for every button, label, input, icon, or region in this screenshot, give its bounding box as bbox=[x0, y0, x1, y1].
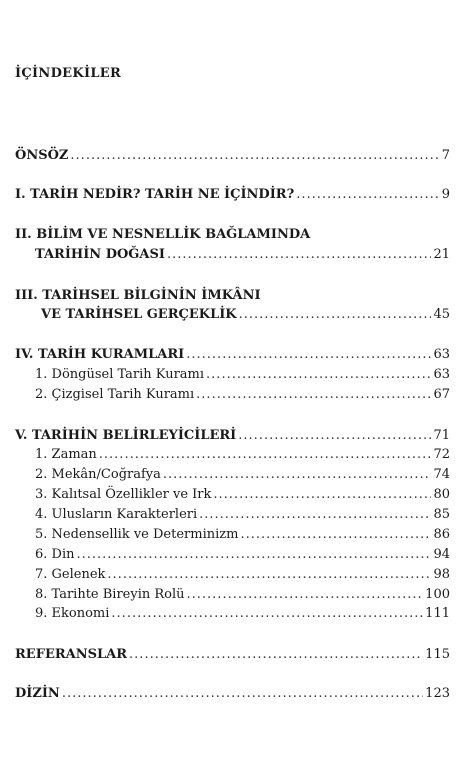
toc-page-number: 86 bbox=[433, 527, 450, 542]
toc-subentry[interactable] bbox=[35, 506, 450, 524]
toc-subentry[interactable] bbox=[35, 586, 450, 604]
toc-page-number: 94 bbox=[433, 547, 450, 562]
toc-page-number: 63 bbox=[433, 347, 450, 362]
toc-entry-label: DİZİN bbox=[15, 686, 60, 701]
toc-page-number: 72 bbox=[433, 447, 450, 462]
toc-entry-onsoz[interactable] bbox=[15, 147, 450, 165]
toc-entry-label: ÖNSÖZ bbox=[15, 148, 69, 163]
page-title: İÇİNDEKİLER bbox=[15, 66, 122, 81]
toc-entry-label: I. TARİH NEDİR? TARİH NE İÇİNDİR? bbox=[15, 187, 295, 202]
dot-leader bbox=[196, 386, 431, 404]
toc-page-number: 67 bbox=[433, 387, 450, 402]
toc-page-number: 111 bbox=[425, 606, 450, 621]
dot-leader bbox=[238, 427, 431, 445]
toc-subentry[interactable] bbox=[35, 546, 450, 564]
toc-entry-label: IV. TARİH KURAMLARI bbox=[15, 347, 185, 362]
toc-entry-label: 1. Döngüsel Tarih Kuramı bbox=[35, 367, 205, 382]
toc-subentry[interactable] bbox=[35, 446, 450, 464]
toc-entry-label: V. TARİHİN BELİRLEYİCİLERİ bbox=[15, 428, 237, 443]
toc-entry-label: 4. Ulusların Karakterleri bbox=[35, 507, 198, 522]
toc-entry-label: III. TARİHSEL BİLGİNİN İMKÂNI bbox=[15, 288, 261, 303]
toc-page-number: 45 bbox=[433, 307, 450, 322]
dot-leader bbox=[111, 605, 423, 623]
toc-entry-label: TARİHİN DOĞASI bbox=[35, 247, 165, 262]
dot-leader bbox=[213, 486, 431, 504]
toc-entry-chapter-1[interactable] bbox=[15, 186, 450, 204]
dot-leader bbox=[163, 466, 432, 484]
dot-leader bbox=[77, 546, 432, 564]
toc-subentry[interactable] bbox=[35, 526, 450, 544]
toc-page-number: 123 bbox=[425, 686, 450, 701]
dot-leader bbox=[187, 586, 424, 604]
toc-entry-label: 8. Tarihte Bireyin Rolü bbox=[35, 587, 185, 602]
toc-entry-label: II. BİLİM VE NESNELLİK BAĞLAMINDA bbox=[15, 227, 311, 242]
dot-leader bbox=[199, 506, 431, 524]
dot-leader bbox=[206, 366, 431, 384]
toc-page-number: 80 bbox=[433, 487, 450, 502]
toc-page-number: 9 bbox=[441, 187, 450, 202]
toc-entry-chapter-2-line2[interactable] bbox=[35, 246, 450, 264]
dot-leader bbox=[62, 685, 423, 703]
toc-subentry[interactable] bbox=[35, 566, 450, 584]
toc-entry-label: REFERANSLAR bbox=[15, 647, 128, 662]
toc-page-number: 115 bbox=[425, 647, 450, 662]
toc-subentry[interactable] bbox=[35, 366, 450, 384]
toc-entry-chapter-4[interactable] bbox=[15, 346, 450, 364]
toc-entry-chapter-5[interactable] bbox=[15, 427, 450, 445]
toc-entry-label: 7. Gelenek bbox=[35, 567, 106, 582]
toc-entry-label: 9. Ekonomi bbox=[35, 606, 110, 621]
dot-leader bbox=[99, 446, 432, 464]
toc-entry-label: 5. Nedensellik ve Determinizm bbox=[35, 527, 239, 542]
dot-leader bbox=[296, 186, 440, 204]
toc-subentry[interactable] bbox=[35, 605, 450, 623]
dot-leader bbox=[70, 147, 439, 165]
toc-entry-label: 3. Kalıtsal Özellikler ve Irk bbox=[35, 487, 212, 502]
toc-page-number: 71 bbox=[433, 428, 450, 443]
toc-entry-index[interactable] bbox=[15, 685, 450, 703]
toc-subentry[interactable] bbox=[35, 386, 450, 404]
dot-leader bbox=[239, 306, 432, 324]
toc-entry-label: VE TARİHSEL GERÇEKLİK bbox=[41, 307, 237, 322]
toc-page-number: 63 bbox=[433, 367, 450, 382]
toc-subentry[interactable] bbox=[35, 466, 450, 484]
toc-entry-chapter-3-line1[interactable] bbox=[15, 287, 450, 305]
toc-entry-chapter-3-line2[interactable] bbox=[41, 306, 450, 324]
toc-entry-label: 1. Zaman bbox=[35, 447, 97, 462]
dot-leader bbox=[129, 646, 423, 664]
toc-entry-label: 2. Çizgisel Tarih Kuramı bbox=[35, 387, 195, 402]
toc-page-number: 74 bbox=[433, 467, 450, 482]
dot-leader bbox=[240, 526, 431, 544]
toc-page-number: 21 bbox=[433, 247, 450, 262]
dot-leader bbox=[167, 246, 431, 264]
dot-leader bbox=[186, 346, 431, 364]
toc-entry-label: 2. Mekân/Coğrafya bbox=[35, 467, 161, 482]
toc-page-number: 7 bbox=[441, 148, 450, 163]
toc-entry-label: 6. Din bbox=[35, 547, 75, 562]
toc-page-number: 100 bbox=[425, 587, 450, 602]
toc-subentry[interactable] bbox=[35, 486, 450, 504]
toc-page-number: 98 bbox=[433, 567, 450, 582]
toc-entry-chapter-2-line1[interactable] bbox=[15, 226, 450, 244]
toc-entry-references[interactable] bbox=[15, 646, 450, 664]
dot-leader bbox=[107, 566, 431, 584]
toc-page-number: 85 bbox=[433, 507, 450, 522]
